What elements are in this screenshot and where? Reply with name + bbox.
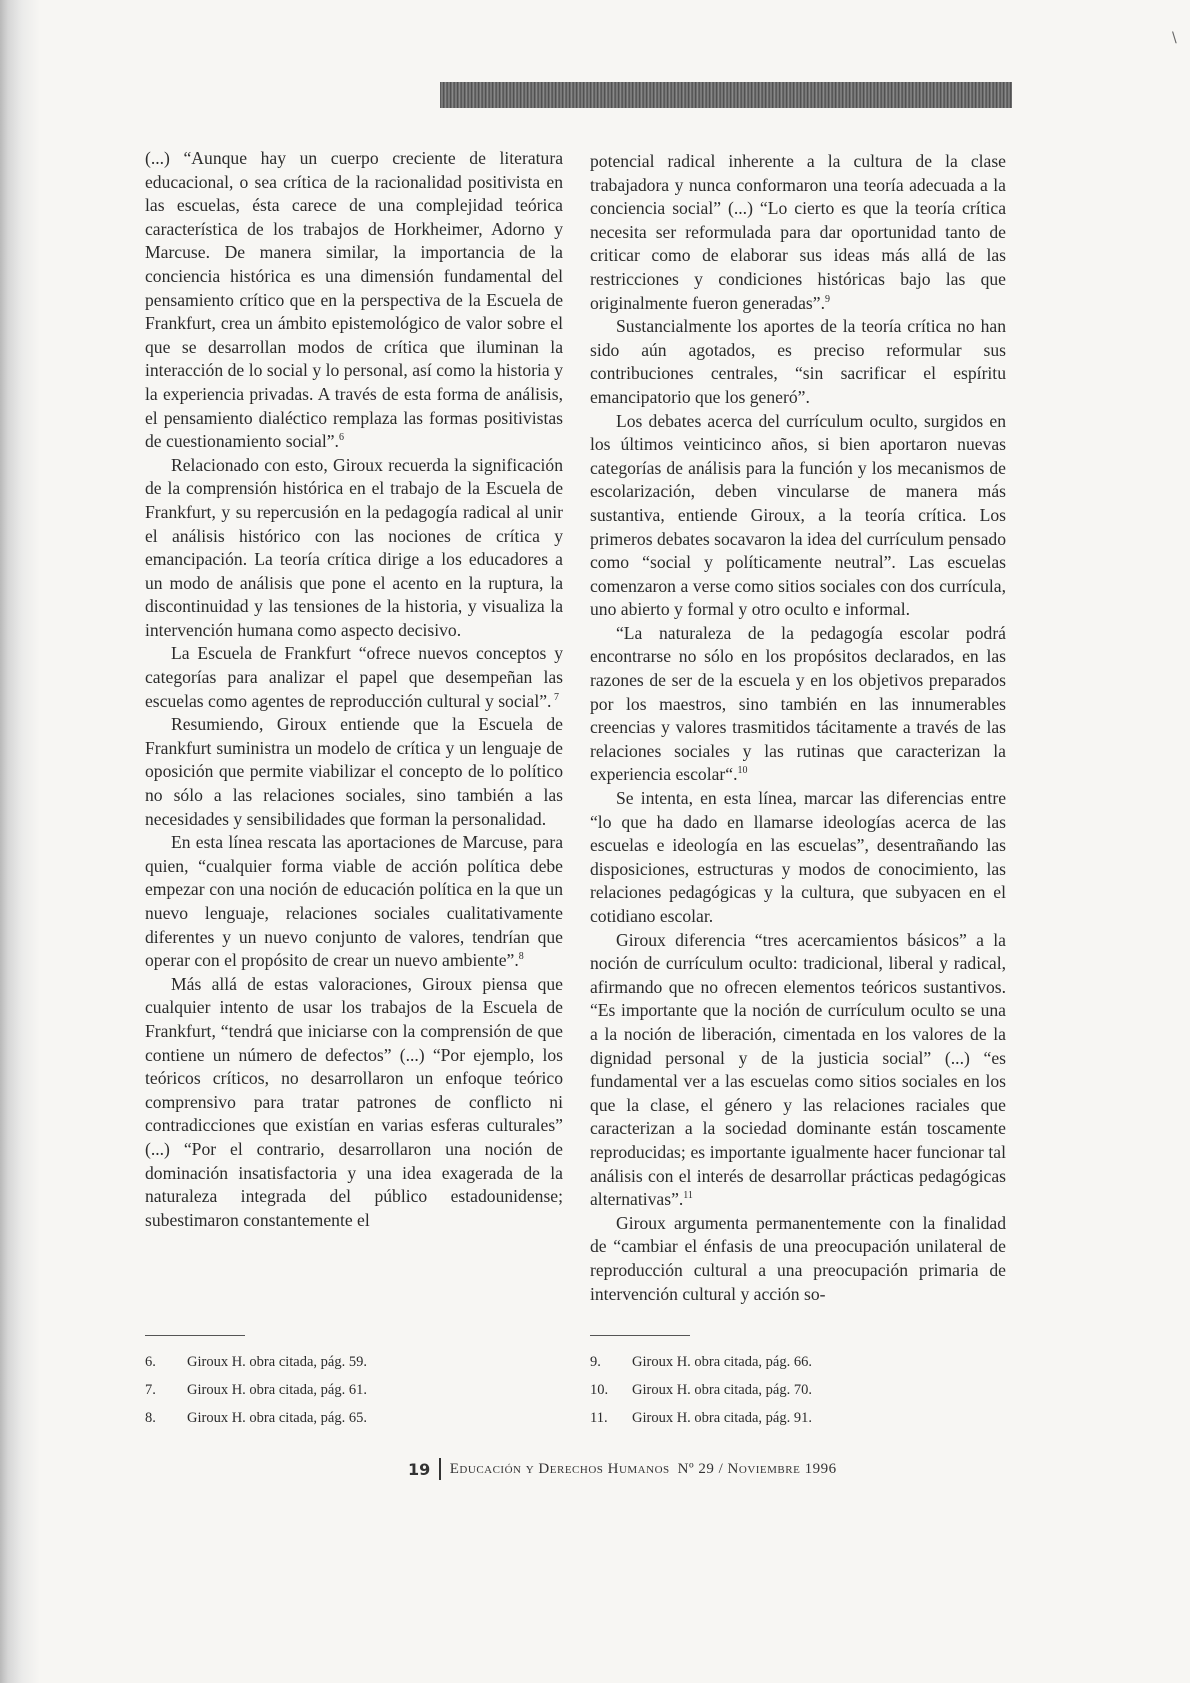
footnote: 10. Giroux H. obra citada, pág. 70. xyxy=(590,1382,812,1398)
footnote: 8. Giroux H. obra citada, pág. 65. xyxy=(145,1410,367,1426)
footnote: 7. Giroux H. obra citada, pág. 61. xyxy=(145,1382,367,1398)
paragraph: “La naturaleza de la pedagogía escolar podrá encontrarse no sólo en los propósitos declarados, en las razones de ser de la escuela y en los objetivos preparados por los maestros, sino también en las innumerables creencias y valores trasmitidos tácitamente a través de las relaciones sociales y las rutinas que caracterizan la experiencia escolar“.$^{10}$ xyxy=(590,622,1006,785)
paragraph: En esta línea rescata las aportaciones de Marcuse, para quien, “cualquier forma viable de acción política debe empezar con una noción de educación política en la que un nuevo lenguaje, relaciones sociales cualitativamente diferentes y un nuevo conjunto de valores, tendrían que operar con el propósito de crear un nuevo ambiente”.$^8$ xyxy=(145,832,563,971)
footnote: 6. Giroux H. obra citada, pág. 59. xyxy=(145,1354,367,1370)
footnote-rule xyxy=(590,1335,690,1336)
paragraph: La Escuela de Frankfurt “ofrece nuevos conceptos y categorías para analizar el papel que desempeñan las escuelas como agentes de reproducción cultural y social”. $^7$ xyxy=(145,643,563,711)
paragraph: Giroux argumenta permanentemente con la finalidad de “cambiar el énfasis de una preocupación unilateral de reproducción cultural a una preocupación primaria de intervención cultural y acción so- xyxy=(590,1212,1006,1304)
paragraph: Relacionado con esto, Giroux recuerda la significación de la comprensión histórica en el trabajo de la Escuela de Frankfurt, y su repercusión en la pedagogía radical al unir el análisis histórico con las nociones de crítica y emancipación. La teoría crítica dirige a los educadores a un modo de análisis que pone el acento en la ruptura, la discontinuidad y las tensiones de la historia, y visualiza la intervención humana como aspecto decisivo. xyxy=(145,454,563,640)
footnote: 9. Giroux H. obra citada, pág. 66. xyxy=(590,1354,812,1370)
page-number: 19 xyxy=(408,1459,431,1479)
paragraph: Giroux diferencia “tres acercamientos básicos” a la noción de currículum oculto: tradicional, liberal y radical, afirmando que no ofrecen elementos teóricos sustantivos. “Es importante que la noción de currículum oculto se una a la noción de liberación, cimentada en los valores de la dignidad personal y de la justicia social” (...) “es fundamental ver a las escuelas como sitios sociales en los que la clase, el género y las relaciones raciales que caracterizan a la sociedad dominante están toscamente reproducidas; es importante igualmente hacer funcionar tal análisis con el interés de desarrollar prácticas pedagógicas alternativas”.$^{11}$ xyxy=(590,929,1006,1210)
paragraph: Sustancialmente los aportes de la teoría crítica no han sido aún agotados, es preciso reformular sus contribuciones centrales, “sin sacrificar el espíritu emancipatorio que los generó”. xyxy=(590,316,1006,407)
paragraph: Los debates acerca del currículum oculto, surgidos en los últimos veinticinco años, si bien aportaron nuevas categorías de análisis para la función y los mecanismos de escolarización, deben vincularse de manera más sustantiva, entiende Giroux, a la teoría crítica. Los primeros debates socavaron la idea del currículum pensado como “social y políticamente neutral”. Las escuelas comenzaron a verse como sitios sociales con dos currícula, uno abierto y formal y otro oculto e informal. xyxy=(590,410,1006,620)
paragraph: Resumiendo, Giroux entiende que la Escuela de Frankfurt suministra un modelo de crítica y un lenguaje de oposición que permite viabilizar el concepto de lo político no sólo a las relaciones sociales, sino también a las necesidades y sensibilidades que forman la personalidad. xyxy=(145,714,563,829)
journal-title: Educación y Derechos Humanos xyxy=(449,1460,670,1477)
scan-edge-shadow xyxy=(0,0,40,1683)
journal-issue: Nº 29 / Noviembre 1996 xyxy=(677,1460,837,1477)
page-footer xyxy=(408,1458,837,1480)
right-column xyxy=(590,150,1006,1306)
header-decorative-bar xyxy=(440,82,1012,108)
footnote-rule xyxy=(145,1335,245,1336)
footnote: 11. Giroux H. obra citada, pág. 91. xyxy=(590,1410,812,1426)
paragraph: Más allá de estas valoraciones, Giroux piensa que cualquier intento de usar los trabajos de la Escuela de Frankfurt, “tendrá que iniciarse con la comprensión de que contiene un número de defectos” (...) “Por ejemplo, los teóricos críticos, no desarrollaron un enfoque teórico comprensivo para tratar patrones de conflicto ni contradicciones que existían en varias esferas culturales” (...) “Por el contrario, desarrollaron una noción de dominación insatisfactoria y una idea exagerada de la naturaleza integrada del público estadounidense; subestimaron constantemente el xyxy=(145,973,563,1230)
margin-mark: \ xyxy=(1172,30,1177,46)
paragraph: Se intenta, en esta línea, marcar las diferencias entre “lo que ha dado en llamarse ideologías acerca de las escuelas e ideología en las escuelas”, desentrañando las disposiciones, estructuras y modos de conocimiento, las relaciones pedagógicas y la cultura, que subyacen en el cotidiano escolar. xyxy=(590,788,1006,926)
footnotes-left xyxy=(145,1335,445,1432)
left-column xyxy=(145,147,563,1232)
footnotes-right xyxy=(590,1335,890,1432)
paragraph: potencial radical inherente a la cultura de la clase trabajadora y nunca conformaron una teoría adecuada a la conciencia social” (...) “Lo cierto es que la teoría crítica necesita ser reformulada para dar oportunidad tanto de criticar como de elaborar sus ideas más allá de las restricciones y condiciones históricas bajo las que originalmente fueron generadas”.$^9$ xyxy=(590,151,1006,313)
paragraph: (...) “Aunque hay un cuerpo creciente de literatura educacional, o sea crítica de la racionalidad positivista en las escuelas, ésta carece de una complejidad teórica característica de los trabajos de Horkheimer, Adorno y Marcuse. De manera similar, la importancia de la conciencia histórica es una dimensión fundamental del pensamiento crítico que en la perspectiva de la Escuela de Frankfurt, crea un ámbito epistemológico de valor sobre el que se desarrollan modos de crítica que iluminan la interacción de lo social y lo personal, así como la historia y la experiencia privadas. A través de esta forma de análisis, el pensamiento dialéctico remplaza las formas positivistas de cuestionamiento social”.$^6$ xyxy=(145,148,563,452)
footer-divider xyxy=(439,1458,441,1480)
